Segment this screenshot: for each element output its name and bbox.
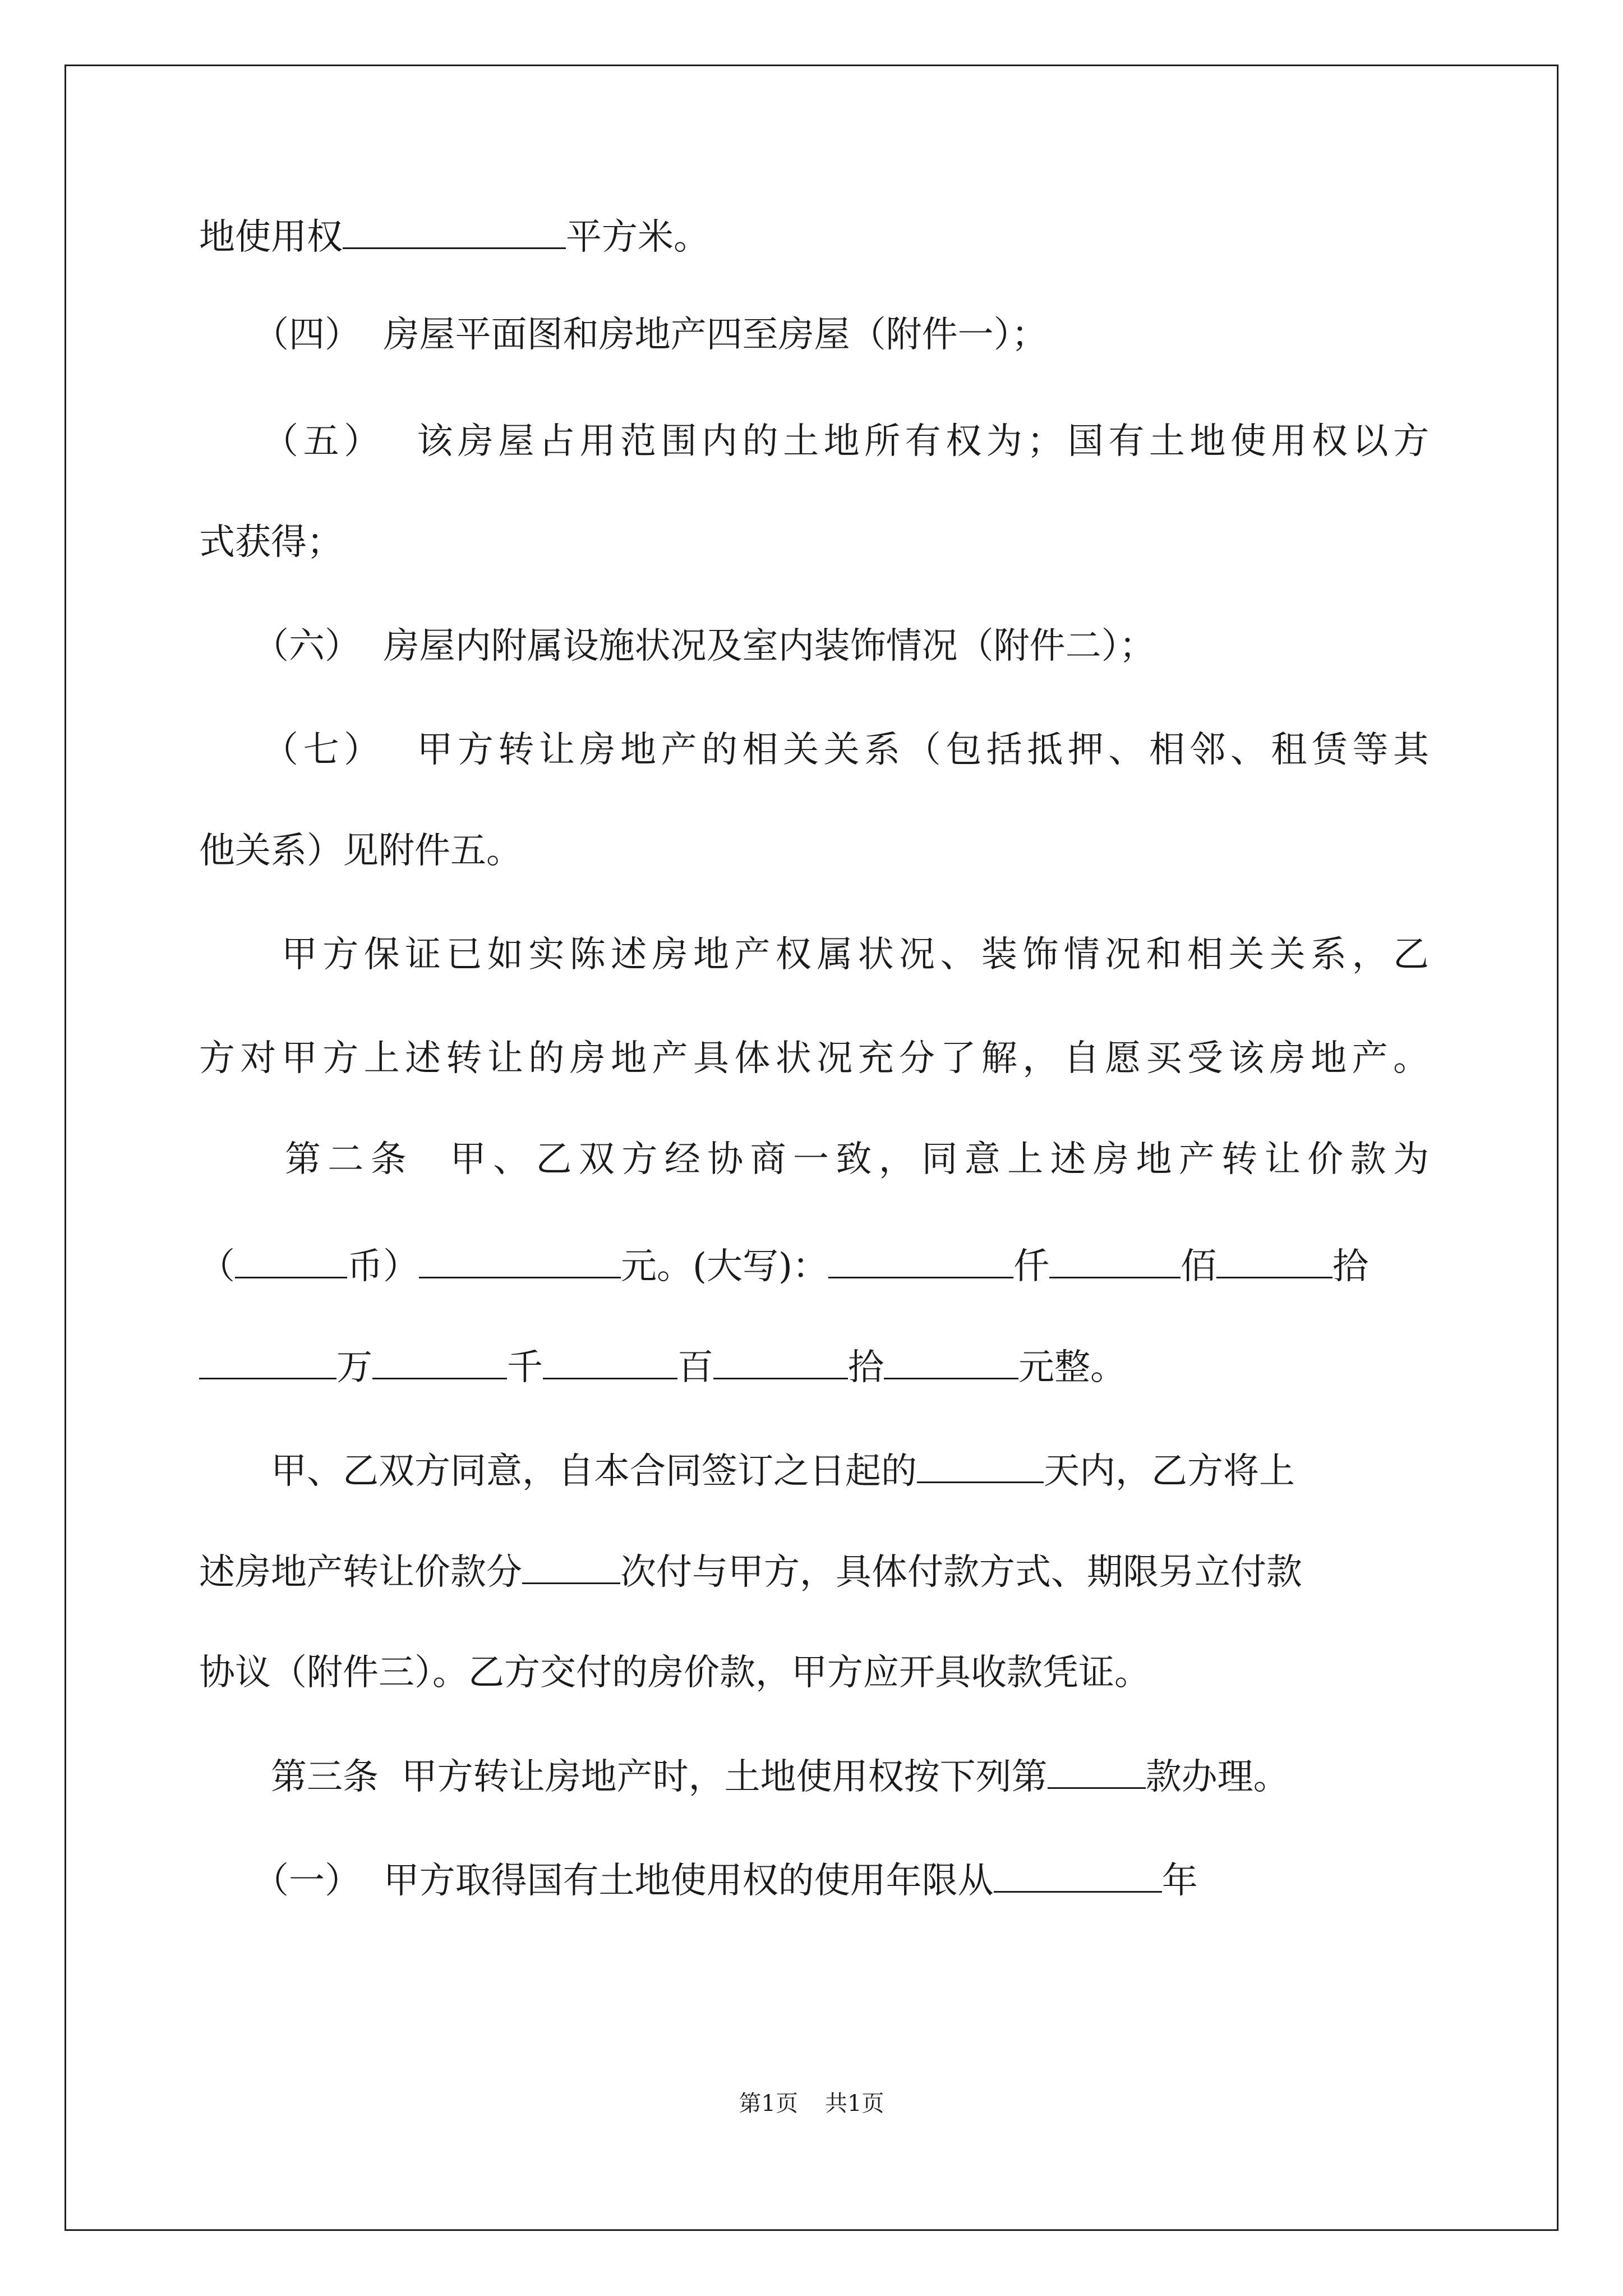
price-blank[interactable] bbox=[419, 1245, 621, 1278]
text-segment: 地使用权 bbox=[199, 217, 343, 258]
text-line: 甲方保证已如实陈述房地产权属状况、装饰情况和相关关系，乙 bbox=[199, 934, 1429, 976]
text-segment: 元整。 bbox=[1018, 1347, 1126, 1388]
text-segment: （ bbox=[199, 1246, 235, 1287]
fill-blank-area[interactable] bbox=[994, 1860, 1162, 1893]
text-line: 第二条 甲、乙双方经协商一致，同意上述房地产转让价款为 bbox=[199, 1139, 1429, 1180]
page-total: 共1页 bbox=[825, 2091, 884, 2116]
text-line: 协议（附件三）。乙方交付的房价款，甲方应开具收款凭证。 bbox=[199, 1652, 1150, 1694]
text-segment: 万 bbox=[336, 1347, 372, 1388]
text-line bbox=[199, 216, 709, 258]
text-line: 方对甲方上述转让的房地产具体状况充分了解，自愿买受该房地产。 bbox=[199, 1038, 1429, 1079]
text-line bbox=[199, 1860, 1198, 1902]
price-line bbox=[199, 1346, 1126, 1386]
fill-blank-area[interactable] bbox=[1048, 1756, 1146, 1789]
text-line bbox=[199, 1551, 1302, 1593]
text-segment: 次付与甲方，具体付款方式、期限另立付款 bbox=[620, 1552, 1302, 1593]
fill-blank-area[interactable] bbox=[372, 1346, 507, 1379]
text-segment: 拾 bbox=[1332, 1246, 1368, 1287]
fill-blank-area[interactable] bbox=[543, 1346, 677, 1379]
text-segment: 述房地产转让价款分 bbox=[199, 1552, 522, 1593]
text-segment: 佰 bbox=[1180, 1246, 1216, 1287]
text-line: （四） 房屋平面图和房地产四至房屋（附件一）； bbox=[199, 314, 1048, 356]
page-current: 第1页 bbox=[739, 2091, 798, 2116]
fill-blank-area[interactable] bbox=[343, 216, 566, 249]
text-line bbox=[199, 1756, 1289, 1798]
text-segment: 拾 bbox=[848, 1347, 884, 1388]
text-line bbox=[199, 1450, 1295, 1492]
currency-blank[interactable] bbox=[235, 1245, 347, 1278]
text-segment: 平方米。 bbox=[566, 217, 709, 258]
text-segment: （一） 甲方取得国有土地使用权的使用年限从 bbox=[199, 1860, 994, 1902]
text-segment: 仟 bbox=[1013, 1246, 1049, 1287]
fill-blank-area[interactable] bbox=[917, 1450, 1044, 1483]
text-segment: 千 bbox=[507, 1347, 543, 1388]
text-segment: 年 bbox=[1161, 1860, 1198, 1902]
page-footer bbox=[0, 2092, 1623, 2115]
text-segment: 天内，乙方将上 bbox=[1044, 1451, 1295, 1492]
fill-blank-area[interactable] bbox=[713, 1346, 848, 1379]
text-segment: 元。(大写)： bbox=[621, 1246, 828, 1287]
fill-blank-area[interactable] bbox=[884, 1346, 1018, 1379]
text-line: （五） 该房屋占用范围内的土地所有权为；国有土地使用权以方 bbox=[199, 421, 1429, 462]
text-segment: 百 bbox=[677, 1347, 713, 1388]
text-segment: 币） bbox=[347, 1246, 419, 1287]
bai-blank[interactable] bbox=[1049, 1245, 1181, 1278]
text-segment: 第三条 甲方转让房地产时，土地使用权按下列第 bbox=[199, 1756, 1048, 1798]
text-segment: 款办理。 bbox=[1145, 1756, 1289, 1798]
text-segment: 甲、乙双方同意，自本合同签订之日起的 bbox=[199, 1451, 917, 1492]
text-line: 式获得； bbox=[199, 522, 343, 563]
text-line: （七） 甲方转让房地产的相关关系（包括抵押、相邻、租赁等其 bbox=[199, 729, 1429, 771]
price-line bbox=[199, 1245, 1368, 1285]
fill-blank-area[interactable] bbox=[522, 1551, 620, 1584]
qian-blank[interactable] bbox=[828, 1245, 1013, 1278]
text-line: （六） 房屋内附属设施状况及室内装饰情况（附件二）； bbox=[199, 625, 1155, 667]
shi-blank[interactable] bbox=[1216, 1245, 1332, 1278]
fill-blank-area[interactable] bbox=[199, 1346, 336, 1379]
text-line: 他关系）见附件五。 bbox=[199, 830, 522, 872]
